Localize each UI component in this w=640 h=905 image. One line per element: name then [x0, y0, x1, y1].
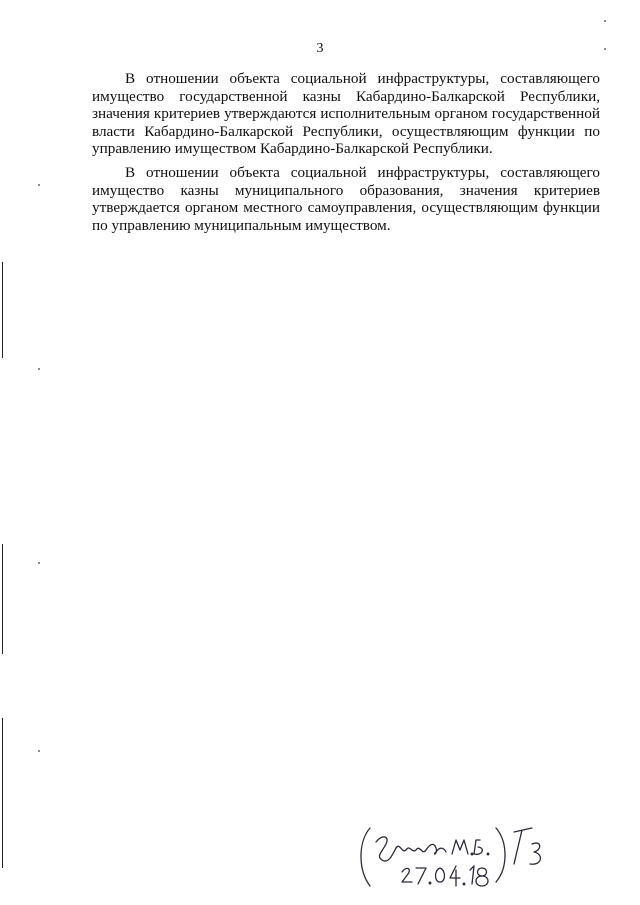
handwritten-signature [356, 820, 556, 892]
scan-speck [38, 368, 40, 370]
scan-edge-mark [2, 718, 3, 868]
scan-speck [604, 20, 606, 22]
scan-edge-mark [2, 544, 3, 654]
scan-speck [38, 184, 40, 186]
scan-speck [38, 562, 40, 564]
page-number: 3 [316, 41, 324, 56]
paragraph-municipal-treasury: В отношении объекта социальной инфраструктуры, составляющего имущество казны муниципального образования, значения критериев утверждается органом местного самоуправления, осуществляющим функции по управлению муниципальным имуществом. [92, 163, 600, 234]
scan-edge-mark [2, 262, 3, 358]
paragraph-state-treasury: В отношении объекта социальной инфраструктуры, составляющего имущество государственной казны Кабардино-Балкарской Республики, значения критериев утверждаются исполнительным органом государственной власти Кабардино-Балкарской Республики, осуществляющим функции по управлению имуществом Кабардино-Балкарской Республики. [92, 70, 600, 158]
document-body [92, 70, 600, 240]
scan-speck [38, 750, 40, 752]
scan-speck [604, 48, 606, 50]
